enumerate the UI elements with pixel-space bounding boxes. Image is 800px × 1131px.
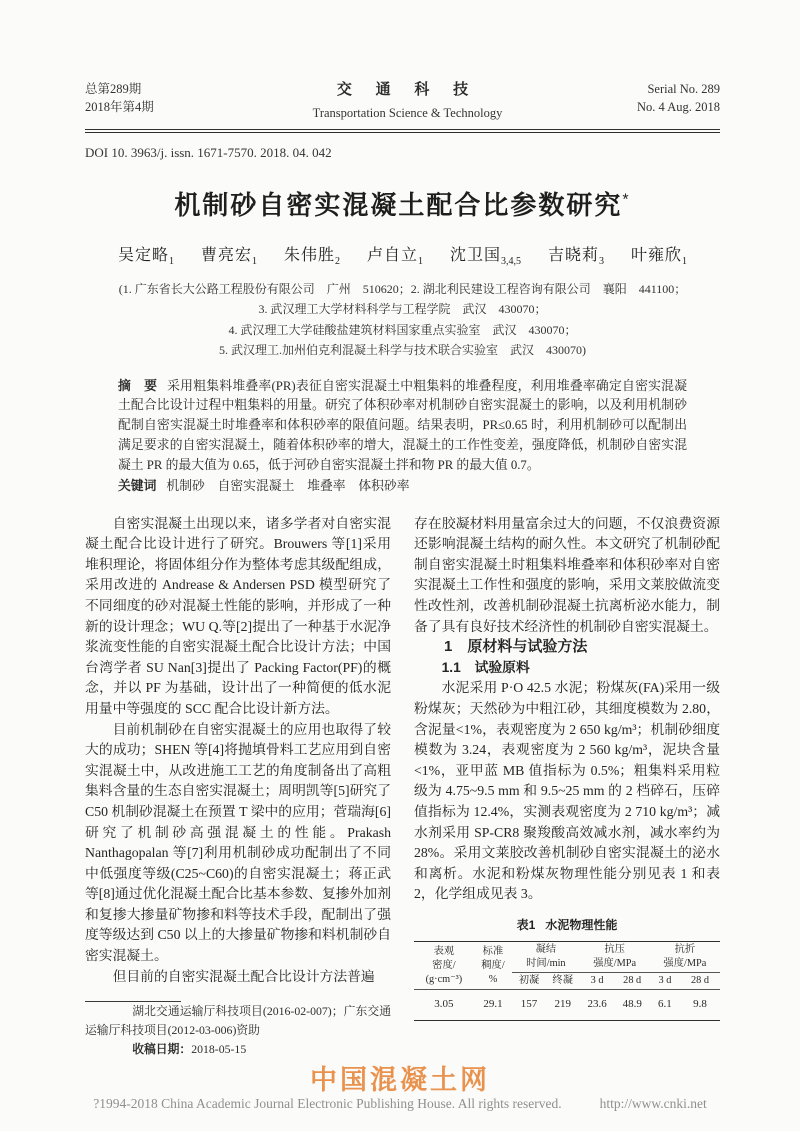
- table-cement-properties: [414, 941, 720, 1021]
- right-column: [414, 514, 720, 1059]
- table-row: [414, 990, 720, 1021]
- copyright-text: ?1994-2018 China Academic Journal Electronic Publishing House. All rights reserved.: [93, 1096, 562, 1111]
- author: 叶雍欣$_1$: [631, 246, 688, 268]
- affiliations: [85, 279, 720, 361]
- author: 朱伟胜$_2$: [283, 246, 340, 268]
- abstract-text: 采用粗集料堆叠率(PR)表征自密实混凝土中粗集料的堆叠程度，利用堆叠率确定自密实混凝土配合比设计过程中粗集料的用量。研究了体积砂率对机制砂自密实混凝土的影响，以及利用机制砂配制自密实混凝土时堆叠率和体积砂率的限值问题。结果表明，PR≤0.65 时，利用机制砂可以配制出满足要求的自密实混凝土，随着体积砂率的增大，混凝土的工作性变差，强度降低，机制砂自密实混凝土 PR 的最大值为 0.65，低于河砂自密实混凝土拌和物 PR 的最大值 0.7。: [118, 378, 687, 472]
- keywords-text: 机制砂 自密实混凝土 堆叠率 体积砂率: [166, 478, 410, 493]
- col-group-compressive-strength: 抗压 强度/MPa: [580, 942, 650, 973]
- page-footer: [0, 1096, 800, 1112]
- cell-flexural-28d: 9.8: [693, 998, 707, 1011]
- paragraph-transition: 但目前的自密实混凝土配合比设计方法普遍: [112, 968, 375, 984]
- received-date-value: 2018-05-15: [191, 1042, 247, 1056]
- issue-date: No. 4 Aug. 2018: [637, 100, 720, 115]
- keywords: [118, 476, 687, 497]
- journal-name: [245, 80, 570, 122]
- journal-issue-info: [85, 80, 245, 116]
- subheader-initial-setting: 初凝: [512, 973, 546, 990]
- header-divider: [85, 129, 720, 133]
- paragraph-intro: 自密实混凝土出现以来，诸多学者对自密实混凝土配合比设计进行了研究。Brouwers 等[1]采用堆积理论，将固体组分作为整体考虑其级配组成，采用改进的 Andrease & Andersen PSD 模型研究了不同细度的砂对混凝土性能的影响，并形成了一种新的设计理念；WU Q.等[2]提出了一种基于水泥净浆流变性能的自密实混凝土配合比设计方法；中国台湾学者 SU Nan[3]提出了 Packing Factor(PF)的概念，并以 PF 为基础，设计出了一种简便的低水泥用量中等强度的 SCC 配合比设计新方法。: [85, 515, 391, 716]
- subheader-final-setting: 终凝: [546, 973, 580, 990]
- author: 曹亮宏$_1$: [200, 246, 257, 268]
- subheader-compressive-28d: 28 d: [615, 973, 650, 990]
- affiliation-line: 5. 武汉理工.加州伯克利混凝土科学与技术联合实验室 武汉 430070): [219, 343, 586, 358]
- author: 吴定略$_1$: [117, 246, 174, 268]
- left-column: [85, 514, 391, 1059]
- cell-flexural-3d: 6.1: [658, 998, 672, 1011]
- abstract-block: [118, 376, 687, 497]
- keywords-label: 关键词: [118, 477, 157, 493]
- abstract-label: 摘 要: [118, 377, 158, 393]
- received-date-label: 收稿日期：: [132, 1042, 192, 1056]
- title-footnote-mark: *: [622, 191, 631, 209]
- cell-density: 3.05: [434, 998, 454, 1011]
- subheader-flexural-28d: 28 d: [680, 973, 720, 990]
- serial-no: Serial No. 289: [647, 82, 720, 96]
- cell-final-setting: 219: [554, 998, 571, 1011]
- paragraph-machine-sand: 目前机制砂在自密实混凝土的应用也取得了较大的成功；SHEN 等[4]将抛填骨料工艺应用到自密实混凝土中，从改进施工工艺的角度制备出了高粗集料含量的生态自密实混凝土；周明凯等[5]研究了 C50 机制砂混凝土在预置 T 梁中的应用；菅瑞海[6]研究了机制砂高强混凝土的性能。Prakash Nanthagopalan 等[7]利用机制砂成功配制出了不同中低强度等级(C25~C60)的自密实混凝土；蒋正武等[8]通过优化混凝土配合比基本参数、复掺外加剂和复掺大掺量矿物掺和料等技术手段，配制出了强度等级达到 C50 以上的大掺量矿物掺和料机制砂自密实混凝土。: [85, 721, 391, 964]
- journal-header: [85, 80, 720, 122]
- affiliation-line: (1. 广东省长大公路工程股份有限公司 广州 510620；2. 湖北利民建设工程咨询有限公司 襄阳 441100；: [118, 282, 687, 297]
- issue-total: 总第289期: [85, 82, 142, 96]
- table-1-caption: 表1 水泥物理性能: [516, 917, 618, 932]
- issue-year: 2018年第4期: [85, 100, 154, 115]
- col-group-flexural-strength: 抗折 强度/MPa: [650, 942, 720, 973]
- cell-consistency: 29.1: [483, 998, 503, 1011]
- author: 卢自立$_1$: [366, 246, 423, 268]
- subheader-compressive-3d: 3 d: [580, 973, 615, 990]
- journal-name-en: Transportation Science & Technology: [312, 105, 503, 120]
- section-1-1-heading: 1.1 试验原料: [441, 659, 530, 675]
- affiliation-line: 3. 武汉理工大学材料科学与工程学院 武汉 430070；: [258, 302, 547, 317]
- cell-compressive-3d: 23.6: [587, 998, 607, 1011]
- received-date: [85, 1040, 391, 1059]
- author: 吉晓莉$_3$: [548, 246, 605, 268]
- funding-note: 湖北交通运输厅科技项目(2016-02-007)；广东交通运输厅科技项目(2012-03-006)资助: [85, 1004, 391, 1038]
- col-header-standard-consistency: 标准 稠度/ %: [474, 942, 512, 990]
- paragraph-materials: 水泥采用 P·O 42.5 水泥；粉煤灰(FA)采用一级粉煤灰；天然砂为中粗江砂，其细度模数为 2.80，含泥量<1%，表观密度为 2 650 kg/m³；机制砂细度模数为 3.24，表观密度为 2 560 kg/m³，泥块含量<1%，亚甲蓝 MB 值指标为 0.5%；粗集料采用粒级为 4.75~9.5 mm 和 9.5~25 mm 的 2 档碎石，压碎值指标为 12.4%，实测表观密度为 2 710 kg/m³；减水剂采用 SP-CR8 聚羧酸高效减水剂，减水率约为 28%。采用文莱胶改善机制砂自密实混凝土的泌水和离析。水泥和粉煤灰物理性能分别见表 1 和表 2，化学组成见表 3。: [414, 680, 720, 902]
- cell-compressive-28d: 48.9: [622, 998, 642, 1011]
- author: 沈卫国$_{3,4,5}$: [450, 246, 522, 268]
- abstract: [118, 376, 687, 476]
- paragraph-continuation: 存在胶凝材料用量富余过大的问题，不仅浪费资源还影响混凝土结构的耐久性。本文研究了机制砂配制自密实混凝土时粗集料堆叠率和体积砂率对自密实混凝土工作性和强度的影响，采用文莱胶做流变性改性剂，改善机制砂混凝土抗离析泌水能力，制备了具有良好技术经济性的机制砂自密实混凝土。: [414, 515, 720, 634]
- body-columns: [85, 514, 720, 1059]
- cell-initial-setting: 157: [520, 998, 538, 1011]
- paper-title: 机制砂自密实混凝土配合比参数研究*: [174, 189, 631, 220]
- col-group-setting-time: 凝结 时间/min: [512, 942, 579, 973]
- col-header-apparent-density: 表观 密度/ (g·cm⁻³): [414, 942, 474, 990]
- cnki-url: http://www.cnki.net: [599, 1096, 707, 1111]
- section-1-heading: 1 原材料与试验方法: [444, 638, 588, 656]
- affiliation-line: 4. 武汉理工大学硅酸盐建筑材料国家重点实验室 武汉 430070；: [228, 322, 577, 337]
- journal-name-cn: 交 通 科 技: [336, 82, 479, 98]
- author-list: [85, 242, 720, 267]
- cnki-watermark: 中国混凝土网: [310, 1065, 490, 1095]
- journal-serial-info: [570, 80, 720, 116]
- subheader-flexural-3d: 3 d: [650, 973, 680, 990]
- doi-line: DOI 10. 3963/j. issn. 1671-7570. 2018. 04. 042: [85, 144, 332, 160]
